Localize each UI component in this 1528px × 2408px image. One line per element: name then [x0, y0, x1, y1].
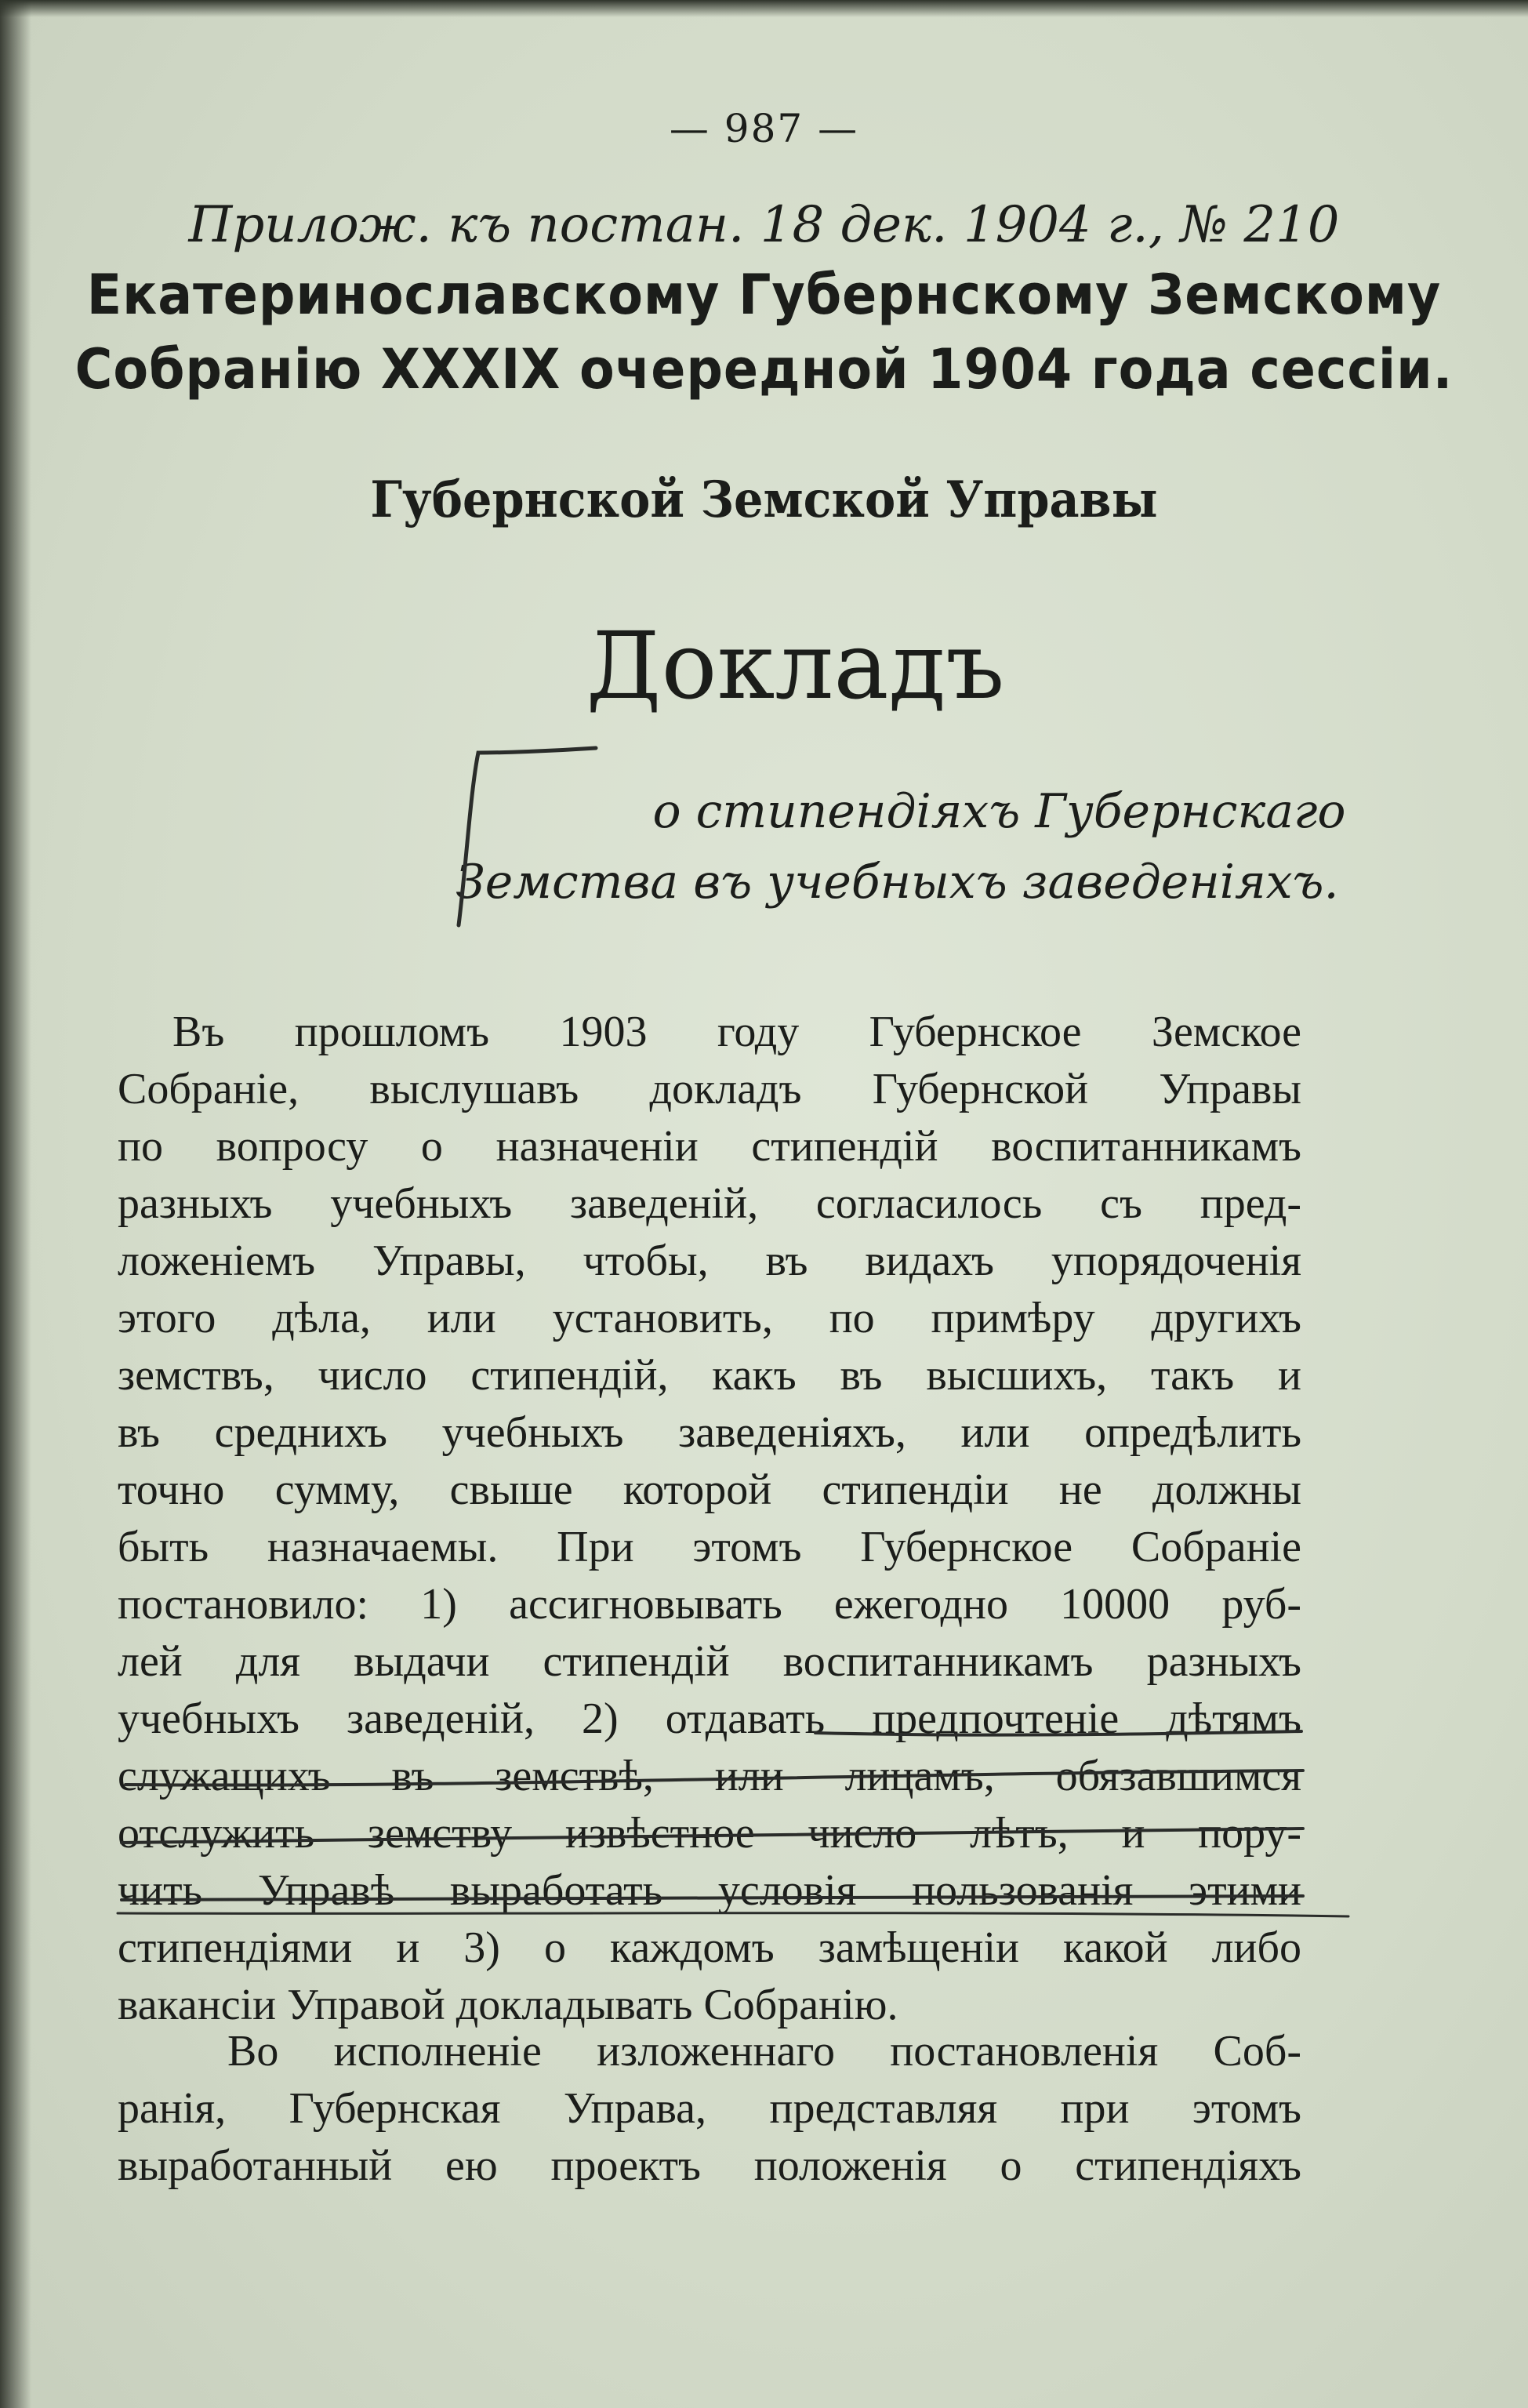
organization-title: Губернской Земской Управы [370, 470, 1158, 529]
subject-line-2: Земства въ учебныхъ заведеніяхъ. [455, 855, 1339, 910]
paragraph-line: служащихъ въ земствѣ, или лицамъ, обязавшимся [118, 1752, 1301, 1800]
paragraph-line: стипендіями и 3) о каждомъ замѣщеніи какой либо [118, 1923, 1301, 1972]
appendix-note: Прилож. къ постан. 18 дек. 1904 г., № 210 [188, 196, 1340, 254]
addressee-line-2: Собранію XXXIX очередной 1904 года сессіи. [74, 337, 1454, 401]
paragraph-line: по вопросу о назначеніи стипендій воспитанникамъ [118, 1122, 1301, 1171]
paragraph-line: вакансіи Управой докладывать Собранію. [118, 1981, 898, 2029]
page-left-shadow [0, 0, 31, 2408]
paragraph-line: Въ прошломъ 1903 году Губернское Земское [172, 1008, 1301, 1056]
addressee-line-1: Екатеринославскому Губернскому Земскому [86, 263, 1442, 327]
paragraph-line: въ среднихъ учебныхъ заведеніяхъ, или опредѣлить [118, 1408, 1301, 1457]
paragraph-line: этого дѣла, или установить, по примѣру другихъ [118, 1294, 1301, 1342]
paragraph-line: отслужить земству извѣстное число лѣтъ, и пору- [118, 1809, 1301, 1858]
paragraph-line: Во исполненіе изложеннаго постановленія Соб- [227, 2027, 1301, 2076]
paragraph-line: Собраніе, выслушавъ докладъ Губернской Управы [118, 1065, 1301, 1113]
paragraph-line: чить Управѣ выработать условія пользованія этими [118, 1866, 1301, 1915]
paragraph-line: земствъ, число стипендій, какъ въ высшихъ, такъ и [118, 1351, 1301, 1400]
subject-line-1: о стипендіяхъ Губернскаго [652, 784, 1346, 839]
paragraph-line: точно сумму, свыше которой стипендіи не должны [118, 1466, 1301, 1514]
paragraph-line: выработанный ею проектъ положенія о стипендіяхъ [118, 2141, 1301, 2190]
page-top-shadow [0, 0, 1528, 17]
paragraph-line: быть назначаемы. При этомъ Губернское Собраніе [118, 1523, 1301, 1571]
paragraph-line: лей для выдачи стипендій воспитанникамъ разныхъ [118, 1637, 1301, 1686]
paragraph-line: постановило: 1) ассигновывать ежегодно 10000 руб- [118, 1580, 1301, 1629]
page-number: — 987 — [669, 106, 859, 151]
paragraph-line: ложеніемъ Управы, чтобы, въ видахъ упорядоченія [118, 1237, 1301, 1285]
paragraph-2 [118, 2023, 1301, 2195]
document-heading: Докладъ [586, 612, 1005, 720]
paragraph-1 [118, 1004, 1301, 2034]
paragraph-line: учебныхъ заведеній, 2) отдавать предпочтеніе дѣтямъ [118, 1694, 1301, 1743]
paragraph-line: ранія, Губернская Управа, представляя при этомъ [118, 2084, 1301, 2133]
paragraph-line: разныхъ учебныхъ заведеній, согласилось съ пред- [118, 1179, 1301, 1228]
